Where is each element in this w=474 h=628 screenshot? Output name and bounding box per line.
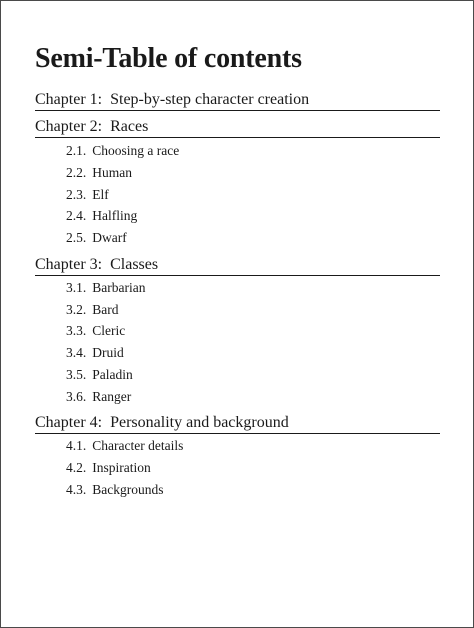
section-number: 3.2. — [66, 302, 87, 317]
chapter-number: Chapter 4: — [35, 414, 103, 431]
section-number: 4.1. — [66, 438, 87, 453]
section-entry[interactable] — [66, 367, 133, 383]
section-title: Human — [92, 165, 132, 180]
section-title: Halfling — [92, 208, 138, 223]
section-entry[interactable] — [66, 323, 125, 339]
section-number: 4.2. — [66, 460, 87, 475]
chapter-title: Races — [110, 118, 149, 135]
section-number: 2.3. — [66, 187, 87, 202]
section-number: 2.1. — [66, 143, 87, 158]
section-title: Character details — [92, 438, 184, 453]
section-entry[interactable] — [66, 345, 124, 361]
section-entry[interactable] — [66, 460, 151, 476]
section-entry[interactable] — [66, 187, 109, 203]
section-number: 3.1. — [66, 280, 87, 295]
section-entry[interactable] — [66, 280, 145, 296]
section-number: 2.2. — [66, 165, 87, 180]
section-title: Ranger — [92, 389, 132, 404]
section-title: Bard — [92, 302, 119, 317]
section-number: 3.3. — [66, 323, 87, 338]
section-entry[interactable] — [66, 482, 164, 498]
section-entry[interactable] — [66, 230, 127, 246]
chapter-title: Classes — [110, 256, 159, 273]
section-number: 2.5. — [66, 230, 87, 245]
section-title: Inspiration — [92, 460, 151, 475]
section-entry[interactable] — [66, 302, 119, 318]
section-entry[interactable] — [66, 208, 137, 224]
section-title: Elf — [92, 187, 109, 202]
chapter-title: Step-by-step character creation — [110, 91, 310, 108]
section-entry[interactable] — [66, 165, 132, 181]
section-title: Backgrounds — [92, 482, 164, 497]
chapter-title: Personality and background — [110, 414, 289, 431]
chapter-heading[interactable] — [35, 414, 440, 434]
section-number: 4.3. — [66, 482, 87, 497]
section-title: Dwarf — [92, 230, 127, 245]
section-title: Cleric — [92, 323, 126, 338]
chapter-number: Chapter 2: — [35, 118, 103, 135]
chapter-number: Chapter 1: — [35, 91, 103, 108]
chapter-heading[interactable] — [35, 256, 440, 276]
section-entry[interactable] — [66, 389, 131, 405]
section-title: Barbarian — [92, 280, 146, 295]
section-number: 2.4. — [66, 208, 87, 223]
chapter-number: Chapter 3: — [35, 256, 103, 273]
section-number: 3.6. — [66, 389, 87, 404]
section-title: Druid — [92, 345, 124, 360]
section-entry[interactable] — [66, 438, 183, 454]
page-title: Semi-Table of contents — [35, 43, 302, 74]
section-title: Paladin — [92, 367, 133, 382]
chapter-heading[interactable] — [35, 118, 440, 138]
chapter-heading[interactable] — [35, 91, 440, 111]
section-number: 3.5. — [66, 367, 87, 382]
section-entry[interactable] — [66, 143, 179, 159]
section-number: 3.4. — [66, 345, 87, 360]
section-title: Choosing a race — [92, 143, 180, 158]
